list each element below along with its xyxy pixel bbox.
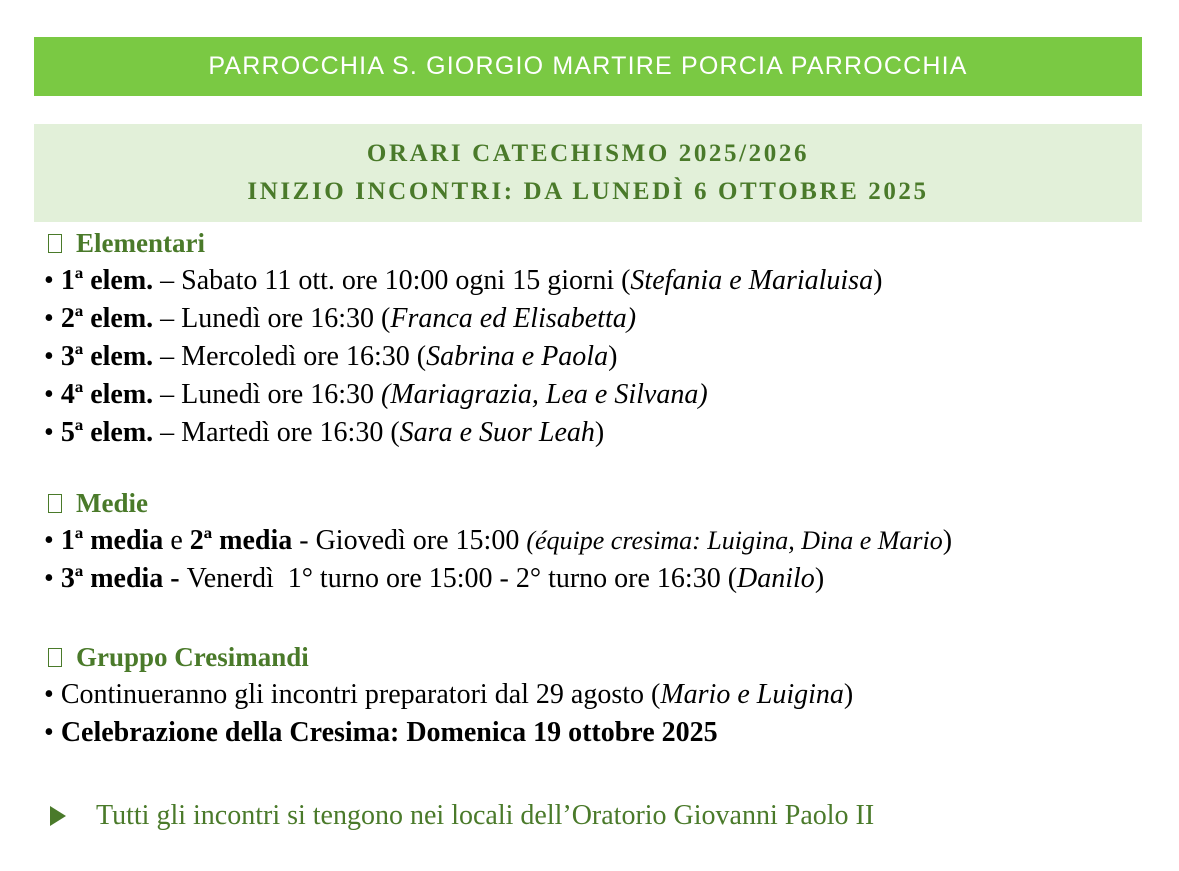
class-label: 1ª media <box>60 525 164 556</box>
closing: ) <box>594 417 605 448</box>
class-label: 2ª media <box>189 525 293 556</box>
heading-elementari: Elementari <box>76 228 205 258</box>
list-item <box>44 376 882 414</box>
footer-note <box>50 800 874 832</box>
parish-banner <box>34 37 1142 96</box>
class-label: 1ª elem. <box>60 265 154 296</box>
schedule-text: - Giovedì ore 15:00 <box>292 525 527 556</box>
list-item <box>44 714 853 752</box>
section-cresimandi <box>44 638 853 752</box>
bullet: • <box>44 563 61 594</box>
catechists: Mario e Luigina <box>660 679 844 710</box>
bullet: • <box>44 417 61 448</box>
catechists: (Mariagrazia, Lea e Silvana) <box>381 379 708 410</box>
section-heading <box>44 638 853 676</box>
bullet: • <box>44 265 61 296</box>
schedule-text: – Lunedì ore 16:30 ( <box>153 303 391 334</box>
closing: ) <box>873 265 883 296</box>
list-item <box>44 414 882 452</box>
bullet: • <box>44 717 61 748</box>
section-heading <box>44 224 882 262</box>
bullet: • <box>44 679 61 710</box>
footer-text: Tutti gli incontri si tengono nei locali dell’Oratorio Giovanni Paolo II <box>96 800 875 831</box>
heading-cresimandi: Gruppo Cresimandi <box>76 642 309 672</box>
arrow-right-icon <box>50 806 66 826</box>
list-item <box>44 676 853 714</box>
catechists: Danilo <box>737 563 815 594</box>
bullet: • <box>44 525 61 556</box>
closing: ) <box>814 563 825 594</box>
bullet: • <box>44 303 61 334</box>
closing: ) <box>843 679 854 710</box>
list-item <box>44 560 952 598</box>
class-label: 2ª elem. <box>60 303 154 334</box>
schedule-text: – Martedì ore 16:30 ( <box>153 417 400 448</box>
bullet: • <box>44 341 61 372</box>
parish-name: PARROCCHIA S. GIORGIO MARTIRE PORCIA PARROCCHIA <box>208 52 968 80</box>
schedule-start-date: INIZIO INCONTRI: DA LUNEDÌ 6 OTTOBRE 2025 <box>247 178 929 205</box>
closing: ) <box>608 341 618 372</box>
schedule-text: – Lunedì ore 16:30 <box>153 379 382 410</box>
celebration-date: Celebrazione della Cresima: Domenica 19 ottobre 2025 <box>60 717 718 748</box>
section-heading <box>44 484 952 522</box>
list-item <box>44 522 952 560</box>
list-item <box>44 262 882 300</box>
section-medie <box>44 484 952 598</box>
schedule-title: ORARI CATECHISMO 2025/2026 <box>366 140 810 167</box>
catechists: Sara e Suor Leah <box>399 417 595 448</box>
info-text: Continueranno gli incontri preparatori dal 29 agosto ( <box>60 679 661 710</box>
list-item <box>44 300 882 338</box>
catechists: (équipe cresima: Luigina, Dina e Mario <box>526 526 943 555</box>
conjunction: e <box>163 525 190 556</box>
schedule-text: – Mercoledì ore 16:30 ( <box>153 341 427 372</box>
schedule-text: Venerdì 1° turno ore 15:00 - 2° turno ore 16:30 ( <box>186 563 738 594</box>
class-label: 4ª elem. <box>60 379 154 410</box>
checkbox-square-icon <box>48 494 62 513</box>
checkbox-square-icon <box>48 648 62 667</box>
catechists: Sabrina e Paola <box>426 341 609 372</box>
class-label: 3ª elem. <box>60 341 154 372</box>
catechists: Franca ed Elisabetta) <box>390 303 637 334</box>
schedule-text: – Sabato 11 ott. ore 10:00 ogni 15 giorni ( <box>153 265 631 296</box>
checkbox-square-icon <box>48 234 62 253</box>
bullet: • <box>44 379 61 410</box>
catechists: Stefania e Marialuisa <box>630 265 874 296</box>
class-label: 5ª elem. <box>60 417 154 448</box>
class-label: 3ª media - <box>60 563 187 594</box>
heading-medie: Medie <box>76 488 148 518</box>
list-item <box>44 338 882 376</box>
schedule-title-box <box>34 124 1142 222</box>
section-elementari <box>44 224 882 452</box>
closing: ) <box>942 525 953 556</box>
